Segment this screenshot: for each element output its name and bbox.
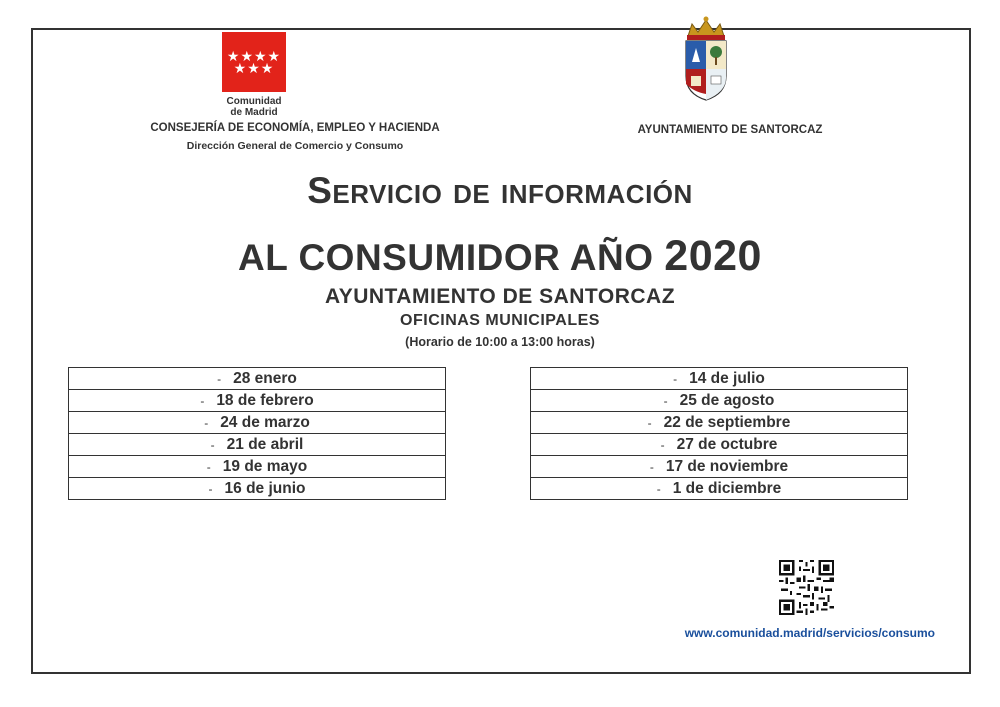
date-cell [69, 368, 446, 390]
main-title-line1: Servicio de información [307, 170, 693, 211]
dash: - [660, 437, 665, 452]
direccion-heading: Dirección General de Comercio y Consumo [186, 140, 404, 152]
date-text: 19 de mayo [222, 457, 308, 475]
logo-name-line1: Comunidad [226, 96, 282, 107]
date-text: 16 de junio [224, 479, 306, 497]
date-text: 21 de abril [226, 435, 304, 453]
subtitle-ayuntamiento: AYUNTAMIENTO DE SANTORCAZ [324, 285, 676, 308]
coat-of-arms-icon [676, 14, 736, 104]
main-title-text: AL CONSUMIDOR AÑO [238, 237, 665, 278]
table-row [531, 434, 908, 456]
date-cell [531, 412, 908, 434]
table-row [69, 412, 446, 434]
date-cell [69, 478, 446, 500]
comunidad-madrid-name [210, 96, 298, 118]
date-cell [531, 434, 908, 456]
consejeria-heading: CONSEJERÍA DE ECONOMÍA, EMPLEO Y HACIENDA [150, 122, 440, 134]
dash: - [647, 415, 652, 430]
table-row [531, 390, 908, 412]
table-row [531, 412, 908, 434]
table-row [531, 368, 908, 390]
table-row [69, 390, 446, 412]
dates-table-left [68, 367, 446, 500]
ayuntamiento-heading: AYUNTAMIENTO DE SANTORCAZ [637, 124, 823, 136]
date-text: 24 de marzo [220, 413, 310, 431]
date-text: 17 de noviembre [665, 457, 789, 475]
consumo-website-link[interactable]: www.comunidad.madrid/servicios/consumo [684, 626, 935, 640]
dash: - [663, 393, 668, 408]
date-text: 27 de octubre [676, 435, 778, 453]
date-cell [531, 368, 908, 390]
date-cell [69, 456, 446, 478]
date-cell [531, 456, 908, 478]
date-cell [69, 434, 446, 456]
comunidad-madrid-logo [222, 32, 286, 92]
madrid-stars-icon: ★★★★ ★★★ [226, 48, 282, 76]
main-title-year: 2020 [664, 232, 762, 280]
table-row [531, 478, 908, 500]
date-text: 25 de agosto [679, 391, 775, 409]
main-title-line2 [150, 232, 850, 281]
dash: - [673, 371, 678, 386]
subtitle-horario: (Horario de 10:00 a 13:00 horas) [405, 335, 595, 349]
table-row [69, 478, 446, 500]
date-text: 28 enero [233, 369, 297, 387]
dash: - [649, 459, 654, 474]
date-text: 1 de diciembre [672, 479, 782, 497]
date-cell [531, 390, 908, 412]
table-row [69, 434, 446, 456]
date-text: 22 de septiembre [663, 413, 791, 431]
dash: - [656, 481, 661, 496]
dash: - [200, 393, 205, 408]
dash: - [206, 459, 211, 474]
date-cell [531, 478, 908, 500]
dash: - [217, 371, 222, 386]
dates-table-right [530, 367, 908, 500]
date-text: 18 de febrero [216, 391, 314, 409]
table-row [69, 456, 446, 478]
logo-name-line2: de Madrid [230, 107, 278, 118]
dash: - [208, 481, 213, 496]
subtitle-oficinas: OFICINAS MUNICIPALES [400, 312, 600, 329]
date-cell [69, 412, 446, 434]
dash: - [204, 415, 209, 430]
date-cell [69, 390, 446, 412]
dash: - [210, 437, 215, 452]
qr-code-icon[interactable] [779, 560, 834, 615]
table-row [69, 368, 446, 390]
date-text: 14 de julio [689, 369, 765, 387]
table-row [531, 456, 908, 478]
